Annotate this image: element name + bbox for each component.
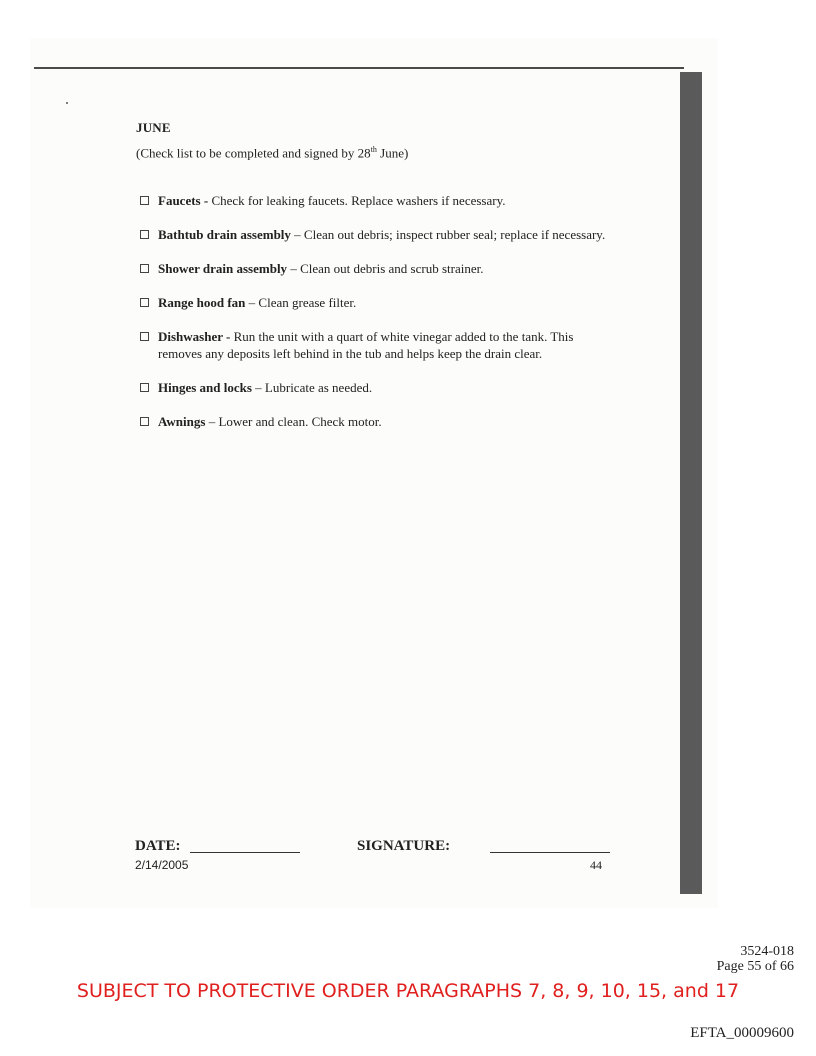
protective-order-notice: SUBJECT TO PROTECTIVE ORDER PARAGRAPHS 7, 8, 9, 10, 15, and 17: [76, 980, 740, 1002]
scan-edge-bar: [680, 72, 702, 894]
checklist: [136, 192, 606, 447]
top-rule: [34, 67, 684, 69]
month-heading: JUNE: [136, 120, 171, 135]
checkbox-icon[interactable]: [140, 383, 149, 392]
checklist-item: Dishwasher - Run the unit with a quart of white vinegar added to the tank. This removes any deposits left behind in the tub and helps keep the drain clear.: [136, 328, 606, 362]
checklist-item: Shower drain assembly – Clean out debris and scrub strainer.: [136, 260, 606, 277]
scanned-page: [30, 38, 718, 908]
date-value: 2/14/2005: [135, 858, 189, 872]
checkbox-icon[interactable]: [140, 417, 149, 426]
checkbox-icon[interactable]: [140, 264, 149, 273]
checklist-item: Range hood fan – Clean grease filter.: [136, 294, 606, 311]
checkbox-icon[interactable]: [140, 298, 149, 307]
date-line: [190, 852, 300, 853]
page-number: 44: [590, 858, 602, 872]
checkbox-icon[interactable]: [140, 196, 149, 205]
checklist-item: Bathtub drain assembly – Clean out debris; inspect rubber seal; replace if necessary.: [136, 226, 606, 243]
checkbox-icon[interactable]: [140, 332, 149, 341]
checklist-instruction: (Check list to be completed and signed by 28th June): [136, 145, 409, 161]
signature-line: [490, 852, 610, 853]
reference-code: 3524-018: [740, 944, 794, 959]
date-label: DATE:: [135, 838, 181, 854]
checklist-item: Faucets - Check for leaking faucets. Replace washers if necessary.: [136, 192, 606, 209]
scan-speck: [66, 102, 68, 104]
checklist-item: Hinges and locks – Lubricate as needed.: [136, 379, 606, 396]
checklist-item: Awnings – Lower and clean. Check motor.: [136, 413, 606, 430]
page-reference: Page 55 of 66: [716, 959, 794, 974]
bates-number: EFTA_00009600: [690, 1025, 794, 1041]
signature-label: SIGNATURE:: [357, 838, 451, 854]
checkbox-icon[interactable]: [140, 230, 149, 239]
